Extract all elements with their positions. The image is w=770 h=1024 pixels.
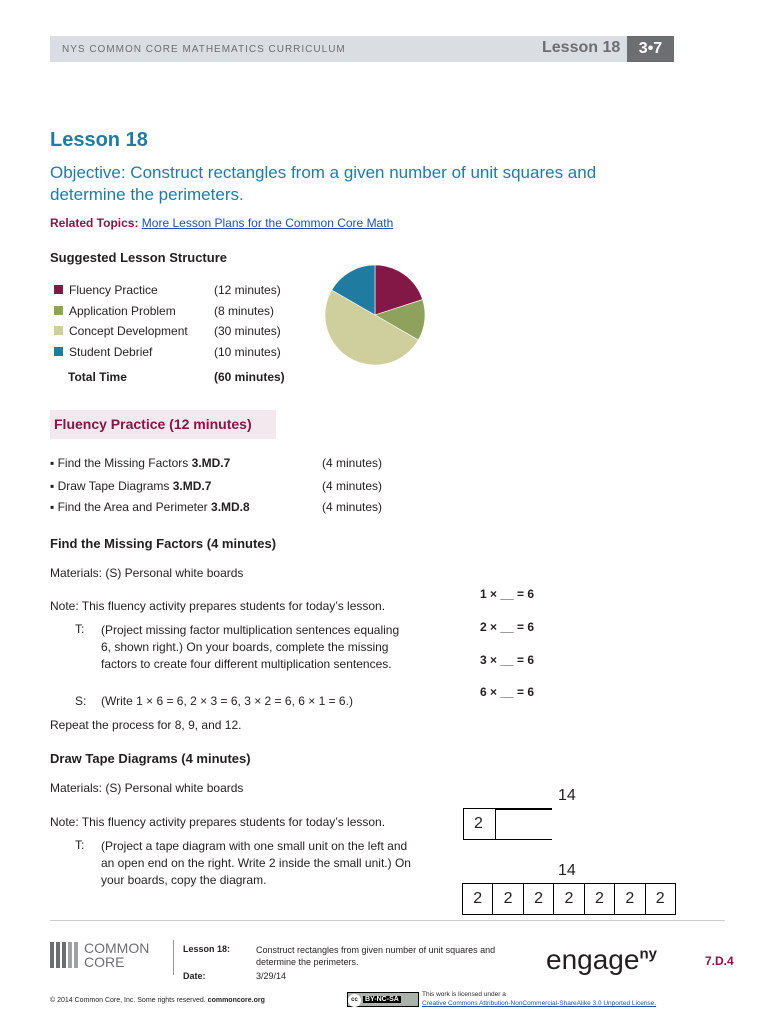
fluency-item-title: Draw Tape Diagrams xyxy=(57,479,173,493)
missing-materials: Materials: (S) Personal white boards xyxy=(50,566,244,580)
license-notice: This work is licensed under a Creative Commons Attribution-NonCommercial-ShareAlike 3.0 Unported License. xyxy=(422,991,657,1007)
fluency-item xyxy=(50,456,400,472)
tape-total-label: 14 xyxy=(558,787,576,804)
license-link[interactable]: Creative Commons Attribution-NonCommercial-ShareAlike 3.0 Unported License. xyxy=(422,1000,657,1007)
equation: 3 × __ = 6 xyxy=(480,653,535,667)
footer-divider xyxy=(50,920,725,921)
tape-unit: 2 xyxy=(493,884,523,914)
total-label: Total Time xyxy=(68,370,127,384)
structure-time: (10 minutes) xyxy=(214,345,281,359)
header-lesson: Lesson 18 xyxy=(542,39,621,56)
curriculum-title: NYS COMMON CORE MATHEMATICS CURRICULUM xyxy=(62,44,346,55)
related-link[interactable]: More Lesson Plans for the Common Core Math xyxy=(141,216,394,230)
standard-code: 3.MD.7 xyxy=(191,456,231,470)
structure-row xyxy=(54,304,294,320)
standard-code: 3.MD.7 xyxy=(172,479,212,493)
missing-factors-heading: Find the Missing Factors (4 minutes) xyxy=(50,536,277,551)
tape-unit: 2 xyxy=(463,884,493,914)
structure-time: (8 minutes) xyxy=(214,304,275,318)
common-core-logo-text: COMMON CORE xyxy=(84,940,150,970)
fluency-item-time: (4 minutes) xyxy=(322,456,383,470)
fluency-item-time: (4 minutes) xyxy=(322,479,383,493)
fluency-banner xyxy=(50,410,276,439)
module-badge: 3•7 xyxy=(627,36,674,62)
page-code: 7.D.4 xyxy=(705,954,734,968)
repeat-instruction: Repeat the process for 8, 9, and 12. xyxy=(50,718,242,732)
tape-unit: 2 xyxy=(655,890,665,907)
legend-swatch xyxy=(54,347,63,356)
missing-note: Note: This fluency activity prepares students for today’s lesson. xyxy=(50,599,386,613)
structure-time: (30 minutes) xyxy=(214,324,281,338)
tape-open-top xyxy=(496,808,552,810)
structure-row xyxy=(54,324,294,340)
related-topics xyxy=(50,216,393,230)
tape-unit xyxy=(463,808,496,840)
structure-row xyxy=(54,283,294,299)
common-core-logo-icon xyxy=(50,942,80,968)
tape-total-label: 14 xyxy=(558,862,576,879)
tape-unit: 2 xyxy=(615,884,645,914)
tape-unit: 2 xyxy=(554,884,584,914)
teacher-label: T: xyxy=(75,838,85,852)
objective: Objective: Construct rectangles from a given number of unit squares and determine the perimeters. xyxy=(50,163,597,204)
fluency-item-time: (4 minutes) xyxy=(322,500,383,514)
equation: 1 × __ = 6 xyxy=(480,587,535,601)
bullet: ▪ xyxy=(50,479,58,493)
tape-diagram-full xyxy=(462,883,676,915)
footer-date: 3/29/14 xyxy=(256,971,287,981)
structure-name: Concept Development xyxy=(69,324,188,338)
equation: 6 × __ = 6 xyxy=(480,685,535,699)
copyright: © 2014 Common Core, Inc. Some rights reserved. commoncore.org xyxy=(50,997,265,1004)
total-time: (60 minutes) xyxy=(214,370,285,384)
legend-swatch xyxy=(54,285,63,294)
tape-note: Note: This fluency activity prepares students for today’s lesson. xyxy=(50,815,386,829)
cc-icon: cc xyxy=(348,994,361,1007)
teacher-instruction: (Project missing factor multiplication sentences equaling 6, shown right.) On your boards, complete the missing factors to create four different multiplication sentences. xyxy=(101,623,400,671)
tape-unit-value: 2 xyxy=(474,815,483,832)
fluency-item-title: Find the Missing Factors xyxy=(57,456,192,470)
legend-swatch xyxy=(54,306,63,315)
student-label: S: xyxy=(75,694,87,708)
tape-unit: 2 xyxy=(585,884,615,914)
fluency-item-title: Find the Area and Perimeter xyxy=(57,500,212,514)
structure-name: Application Problem xyxy=(69,304,176,318)
footer-lesson-label: Lesson 18: xyxy=(183,944,231,954)
lesson-pie-chart xyxy=(322,262,428,368)
cc-badge-text: BY-NC-SA xyxy=(364,996,399,1003)
lesson-title: Lesson 18 xyxy=(50,129,148,151)
fluency-item xyxy=(50,500,400,516)
bullet: ▪ xyxy=(50,456,58,470)
footer-rule xyxy=(173,940,174,975)
footer-lesson-desc: Construct rectangles from given number of unit squares and determine the perimeters. xyxy=(256,945,496,967)
fluency-banner-text: Fluency Practice (12 minutes) xyxy=(54,416,252,432)
structure-heading: Suggested Lesson Structure xyxy=(50,250,227,265)
teacher-instruction: (Project a tape diagram with one small unit on the left and an open end on the right. Write 2 inside the small unit.) On your boards, copy the diagram. xyxy=(101,839,411,887)
legend-swatch xyxy=(54,326,63,335)
related-label: Related Topics: xyxy=(50,216,142,230)
tape-open-bottom xyxy=(496,839,552,841)
structure-time: (12 minutes) xyxy=(214,283,281,297)
tape-materials: Materials: (S) Personal white boards xyxy=(50,781,244,795)
structure-name: Fluency Practice xyxy=(69,283,158,297)
total-time-row xyxy=(54,370,294,386)
footer-date-label: Date: xyxy=(183,971,206,981)
tape-unit: 2 xyxy=(524,884,554,914)
equation: 2 × __ = 6 xyxy=(480,620,535,634)
structure-name: Student Debrief xyxy=(69,345,153,359)
fluency-item xyxy=(50,479,400,495)
engageny-logo: engage$^{ny}$ xyxy=(546,944,657,975)
student-response: (Write 1 × 6 = 6, 2 × 3 = 6, 3 × 2 = 6, 6 × 1 = 6.) xyxy=(101,694,353,708)
standard-code: 3.MD.8 xyxy=(211,500,250,514)
bullet: ▪ xyxy=(50,500,58,514)
structure-row xyxy=(54,345,294,361)
tape-diagrams-heading: Draw Tape Diagrams (4 minutes) xyxy=(50,751,251,766)
cc-license-badge[interactable] xyxy=(347,992,419,1007)
teacher-label: T: xyxy=(75,622,85,636)
